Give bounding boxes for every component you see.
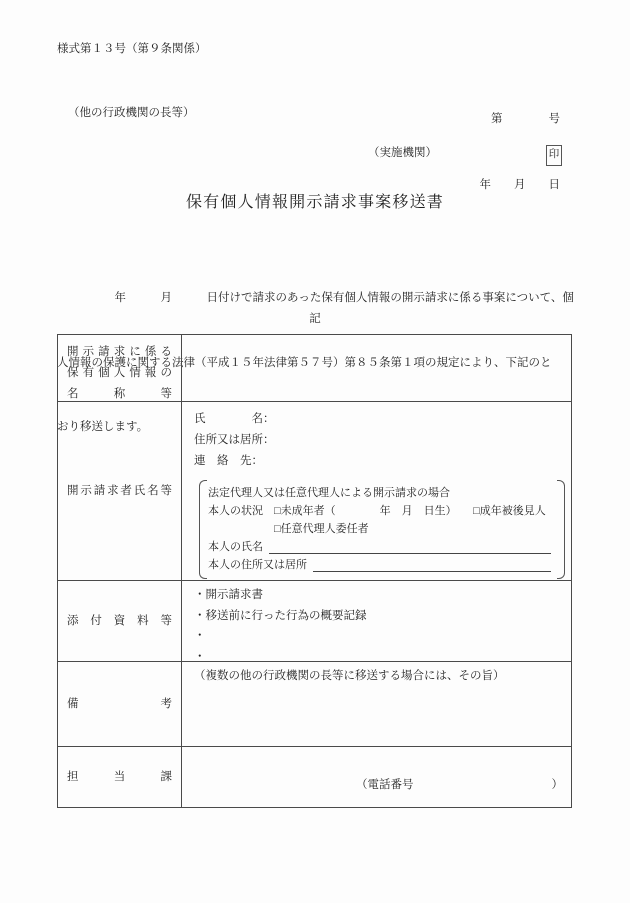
principal-address-label: 本人の住所又は居所 bbox=[208, 559, 307, 571]
body-line: 人情報の保護に関する法律（平成１５年法律第５７号）第８５条第１項の規定により、下記のと bbox=[57, 356, 552, 369]
table-row bbox=[58, 335, 571, 401]
row-label-requester-name bbox=[58, 402, 182, 580]
table-row bbox=[58, 746, 571, 807]
attachments-list bbox=[194, 585, 571, 667]
right-bracket bbox=[557, 480, 565, 579]
principal-name-blank bbox=[269, 552, 551, 554]
attachment-item: ・移送前に行った行為の概要記録 bbox=[194, 609, 367, 622]
requester-fields bbox=[194, 409, 571, 472]
phone-number-label: （電話番号 ） bbox=[356, 779, 563, 791]
table-row bbox=[58, 661, 571, 746]
principal-address-blank bbox=[313, 570, 551, 572]
department-cell bbox=[182, 747, 571, 807]
row-label-department bbox=[58, 747, 182, 807]
label-line: 担当課 bbox=[67, 770, 172, 783]
contact-field-label: 連 絡 先： bbox=[194, 455, 263, 467]
label-line: 備考 bbox=[67, 697, 172, 710]
attachment-item: ・開示請求書 bbox=[194, 589, 263, 601]
date-line: 年 月 日 bbox=[479, 179, 560, 191]
label-line: 保有個人情報の bbox=[67, 367, 172, 379]
row-label-information-name bbox=[58, 335, 182, 401]
principal-name-label: 本人の氏名 bbox=[208, 541, 263, 553]
table-row bbox=[58, 401, 571, 580]
attachment-item: ・ bbox=[194, 630, 206, 642]
remarks-cell bbox=[182, 662, 571, 746]
row-label-remarks bbox=[58, 662, 182, 746]
body-line: おり移送します。 bbox=[57, 421, 149, 433]
record-marker: 記 bbox=[309, 313, 321, 325]
principal-name-row bbox=[208, 538, 553, 556]
document-title: 保有個人情報開示請求事案移送書 bbox=[185, 194, 444, 211]
label-line: 開示請求に係る bbox=[67, 346, 172, 358]
body-line: 年 月 日付けで請求のあった保有個人情報の開示請求に係る事案について、個 bbox=[57, 292, 574, 304]
seal-box: 印 bbox=[546, 145, 562, 166]
doc-number-line: 第 号 bbox=[491, 113, 560, 125]
principal-status-line: 本人の状況 □未成年者（ 年 月 日生） □成年被後見人 bbox=[208, 505, 546, 517]
remarks-note: （複数の他の行政機関の長等に移送する場合には、その旨） bbox=[194, 670, 505, 682]
label-line: 開示請求者氏名等 bbox=[67, 484, 172, 497]
addressee: （他の行政機関の長等） bbox=[68, 107, 195, 119]
attachments-cell bbox=[182, 581, 571, 661]
information-name-cell bbox=[182, 335, 571, 401]
label-line: 添付資料等 bbox=[67, 614, 172, 627]
address-field-label: 住所又は居所： bbox=[194, 434, 275, 446]
left-bracket bbox=[199, 480, 207, 579]
proxy-request-box bbox=[199, 480, 565, 579]
principal-status-line2: □任意代理人委任者 bbox=[208, 523, 369, 535]
form-number: 様式第１３号（第９条関係） bbox=[57, 43, 207, 55]
issuer-label: （実施機関） bbox=[368, 147, 437, 159]
principal-address-row bbox=[208, 556, 553, 574]
label-line: 名称等 bbox=[67, 388, 172, 400]
form-table bbox=[57, 334, 572, 808]
proxy-heading: 法定代理人又は任意代理人による開示請求の場合 bbox=[208, 487, 450, 499]
requester-cell bbox=[182, 402, 571, 580]
attachment-item: ・ bbox=[194, 650, 206, 663]
table-row bbox=[58, 580, 571, 661]
row-label-attachments bbox=[58, 581, 182, 661]
name-field-label: 氏 名： bbox=[194, 413, 275, 425]
